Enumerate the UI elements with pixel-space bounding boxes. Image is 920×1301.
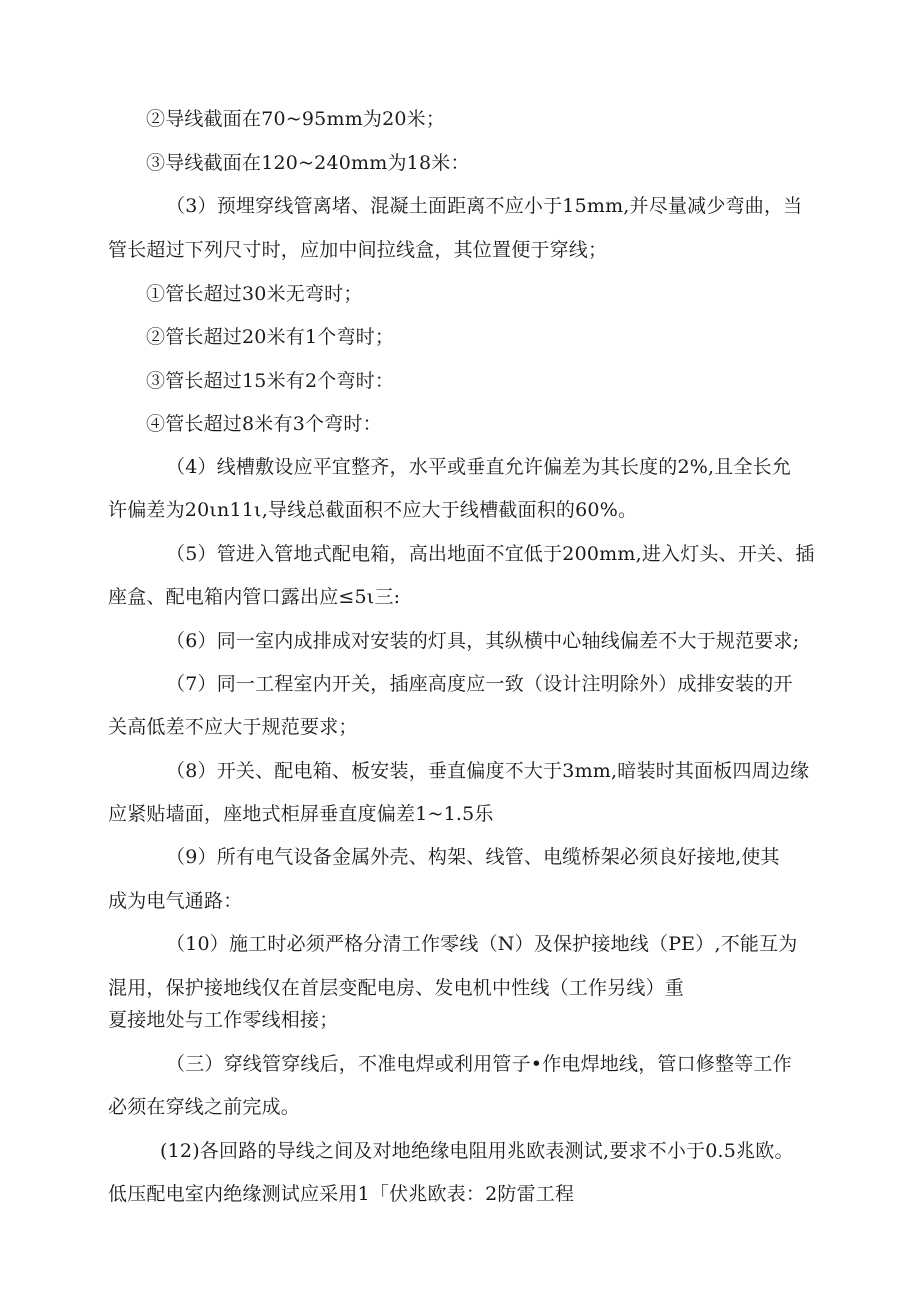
text-line: （9）所有电气设备金属外壳、构架、线管、电缆桥架必须良好接地,使其 (166, 846, 780, 868)
text-line: 混用，保护接地线仅在首层变配电房、发电机中性线（工作另线）重 (108, 977, 685, 999)
text-line: 座盒、配电箱内管口露出应≤5ι三: (108, 586, 401, 608)
text-line: （10）施工时必须严格分清工作零线（N）及保护接地线（PE）,不能互为 (166, 933, 798, 955)
text-line: （7）同一工程室内开关，插座高度应一致（设计注明除外）成排安装的开 (166, 673, 793, 695)
text-line: （6）同一室内成排成对安装的灯具，其纵横中心轴线偏差不大于规范要求; (166, 630, 800, 652)
text-line: ②导线截面在70~95mm为20米； (146, 108, 446, 130)
text-line: （3）预埋穿线管离堵、混凝土面距离不应小于15mm,并尽量减少弯曲，当 (166, 195, 803, 217)
text-line: 应紧贴墙面，座地式柜屏垂直度偏差1~1.5乐 (108, 803, 494, 825)
text-line: 许偏差为20ιn11ι,导线总截面积不应大于线槽截面积的60%。 (108, 499, 638, 521)
text-line: 必须在穿线之前完成。 (108, 1096, 301, 1118)
text-line: （4）线槽敷设应平宜整齐，水平或垂直允许偏差为其长度的2%,且全长允 (166, 456, 792, 478)
text-line: （8）开关、配电箱、板安装，垂直偏度不大于3mm,暗装时其面板四周边缘 (166, 760, 810, 782)
text-line: ①管长超过30米无弯时； (146, 283, 363, 305)
text-line: 管长超过下列尺寸时，应加中间拉线盒，其位置便于穿线； (108, 239, 608, 261)
text-line: （5）管进入管地式配电箱，高出地面不宜低于200mm,进入灯头、开关、插 (166, 543, 815, 565)
text-line: （三）穿线管穿线后，不准电焊或利用管子•作电焊地线，管口修整等工作 (166, 1053, 792, 1075)
text-line: 夏接地处与工作零线相接； (108, 1009, 339, 1031)
text-line: 低压配电室内绝缘测试应采用1「伏兆欧表：2防雷工程 (108, 1183, 575, 1205)
text-line: ②管长超过20米有1个弯时； (146, 326, 395, 348)
text-line: ③管长超过15米有2个弯时： (146, 370, 395, 392)
text-line: 成为电气通路： (108, 890, 243, 912)
text-line: ③导线截面在120~240mm为18米： (146, 152, 470, 174)
text-line: (12)各回路的导线之间及对地绝缘电阻用兆欧表测试,要求不小于0.5兆欧。 (160, 1140, 794, 1162)
text-line: ④管长超过8米有3个弯时： (146, 413, 382, 435)
text-line: 关高低差不应大于规范要求； (108, 716, 358, 738)
